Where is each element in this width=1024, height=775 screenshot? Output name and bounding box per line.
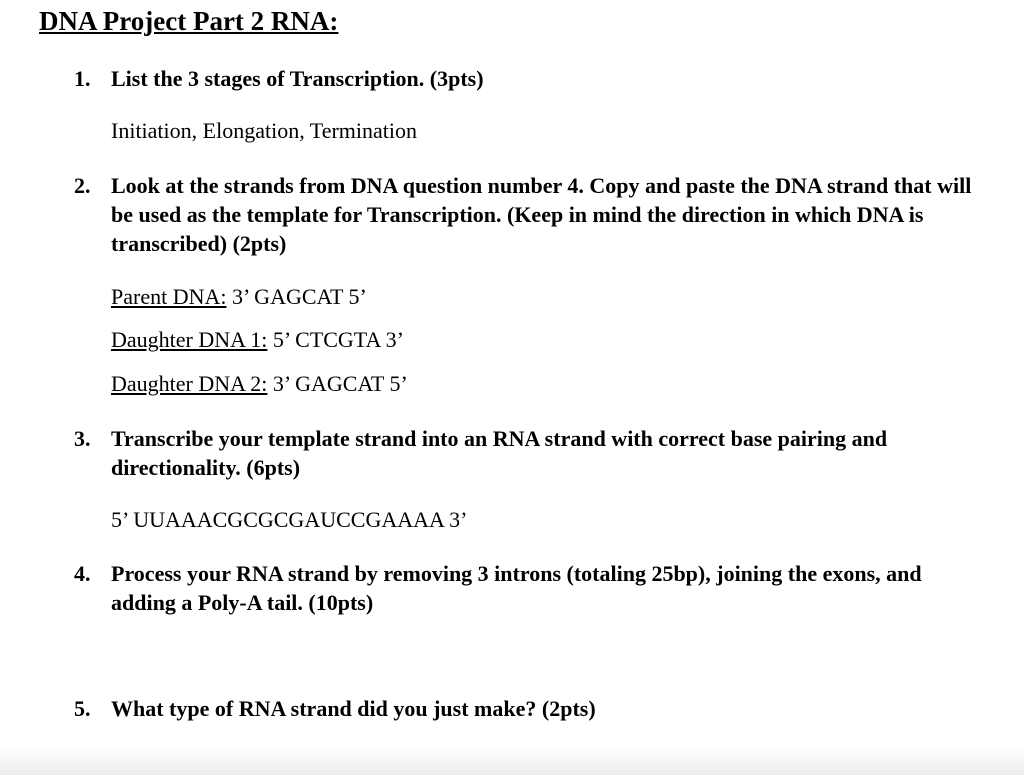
answer-1: Initiation, Elongation, Termination <box>111 118 418 143</box>
question-text: Process your RNA strand by removing 3 introns (totaling 25bp), joining the exons, and adding a Poly-A tail. (10pts) <box>111 561 922 615</box>
question-text: What type of RNA strand did you just make? (2pts) <box>111 696 596 721</box>
page-bottom-shadow <box>0 747 1024 775</box>
strand-daughter-1 <box>111 327 404 353</box>
question-number: 3. <box>74 426 91 451</box>
strand-label: Parent DNA: <box>111 284 227 309</box>
question-number: 4. <box>74 561 91 586</box>
question-text: Look at the strands from DNA question number 4. Copy and paste the DNA strand that will be used as the template for Transcription. (Keep in mind the direction in which DNA is transcribed) (2pts) <box>111 173 972 256</box>
question-number: 2. <box>74 173 91 198</box>
strand-value: 5’ CTCGTA 3’ <box>267 327 404 352</box>
question-text: Transcribe your template strand into an RNA strand with correct base pairing and directionality. (6pts) <box>111 426 888 480</box>
question-number: 1. <box>74 66 91 91</box>
answer-3: 5’ UUAAACGCGCGAUCCGAAAA 3’ <box>111 507 468 532</box>
strand-label: Daughter DNA 2: <box>111 371 268 396</box>
strand-parent <box>111 284 367 310</box>
strand-value: 3’ GAGCAT 5’ <box>226 284 367 309</box>
strand-daughter-2 <box>111 371 408 397</box>
question-number: 5. <box>74 696 91 721</box>
document-title: DNA Project Part 2 RNA: <box>39 6 339 36</box>
question-text: List the 3 stages of Transcription. (3pts) <box>111 66 484 91</box>
strand-label: Daughter DNA 1: <box>111 327 268 352</box>
strand-value: 3’ GAGCAT 5’ <box>267 371 408 396</box>
